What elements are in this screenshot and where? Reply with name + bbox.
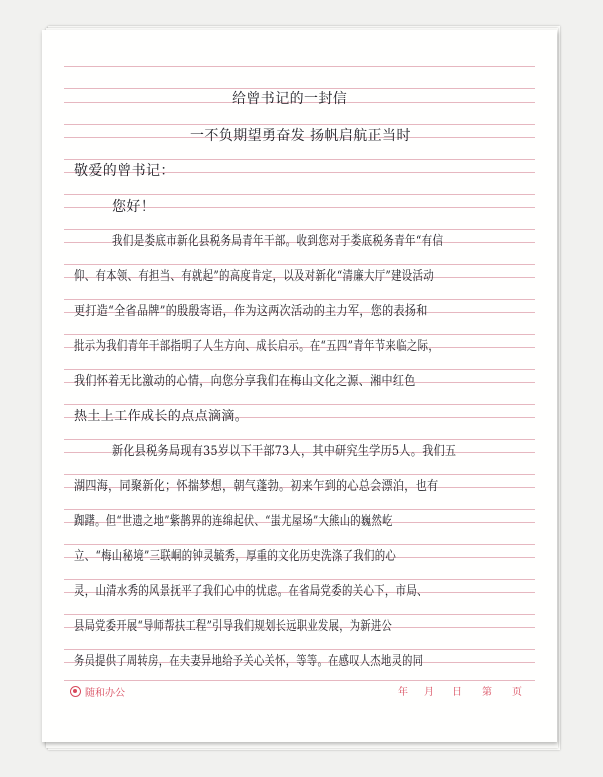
greeting: 您好！ (112, 199, 156, 215)
salutation: 敬爱的曾书记： (74, 163, 175, 179)
body-line: 热土上工作成长的点点滴滴。 (74, 409, 249, 424)
body-line: 批示为我们青年干部指明了人生方向、成长启示。在“五四”青年节来临之际， (74, 339, 440, 354)
body-line: 仰、有本领、有担当、有就起”的高度肯定，以及对新化“清廉大厅”建设活动 (74, 269, 434, 284)
body-line: 县局党委开展“导师帮扶工程”引导我们规划长远职业发展，为新进公 (74, 619, 393, 634)
body-line: 湖四海，同聚新化；怀揣梦想，朝气蓬勃。初来乍到的心总会漂泊，也有 (74, 479, 439, 494)
body-line: 务员提供了周转房，在夫妻异地给予关心关怀，等等。在感叹人杰地灵的同 (74, 654, 424, 669)
letter-body (42, 30, 557, 742)
brand-logo-icon (70, 686, 81, 697)
brand-name: 随和办公 (85, 688, 125, 699)
footer-di-label: 第 (482, 687, 492, 698)
body-line: 我们怀着无比激动的心情，向您分享我们在梅山文化之源、湘中红色 (74, 374, 416, 389)
footer-page-label: 页 (512, 687, 522, 698)
letter-subtitle: 一不负期望勇奋发 扬帆启航正当时 (190, 128, 411, 144)
body-line: 我们是娄底市新化县税务局青年干部。收到您对于娄底税务青年“有信 (112, 234, 444, 249)
letter-title: 给曾书记的一封信 (232, 91, 348, 107)
brand-logo (70, 684, 125, 699)
footer-day-label: 日 (452, 687, 462, 698)
body-line: 新化县税务局现有35岁以下干部73人，其中研究生学历5人。我们五 (112, 444, 457, 459)
body-line: 踟躇。但“世遗之地”紫鹊界的连绵起伏、“蚩尤屋场”大熊山的巍然屹 (74, 514, 393, 529)
footer-date-fields (398, 683, 522, 698)
footer-year-label: 年 (398, 687, 408, 698)
footer-month-label: 月 (424, 687, 434, 698)
body-line: 更打造“全省品牌”的殷殷寄语，作为这两次活动的主力军，您的表扬和 (74, 304, 428, 319)
letter-page (42, 30, 557, 742)
body-line: 立、“梅山秘境”三联峒的钟灵毓秀，厚重的文化历史洗涤了我们的心 (74, 549, 397, 564)
body-line: 灵，山清水秀的风景抚平了我们心中的忧虑。在省局党委的关心下，市局、 (74, 584, 428, 599)
